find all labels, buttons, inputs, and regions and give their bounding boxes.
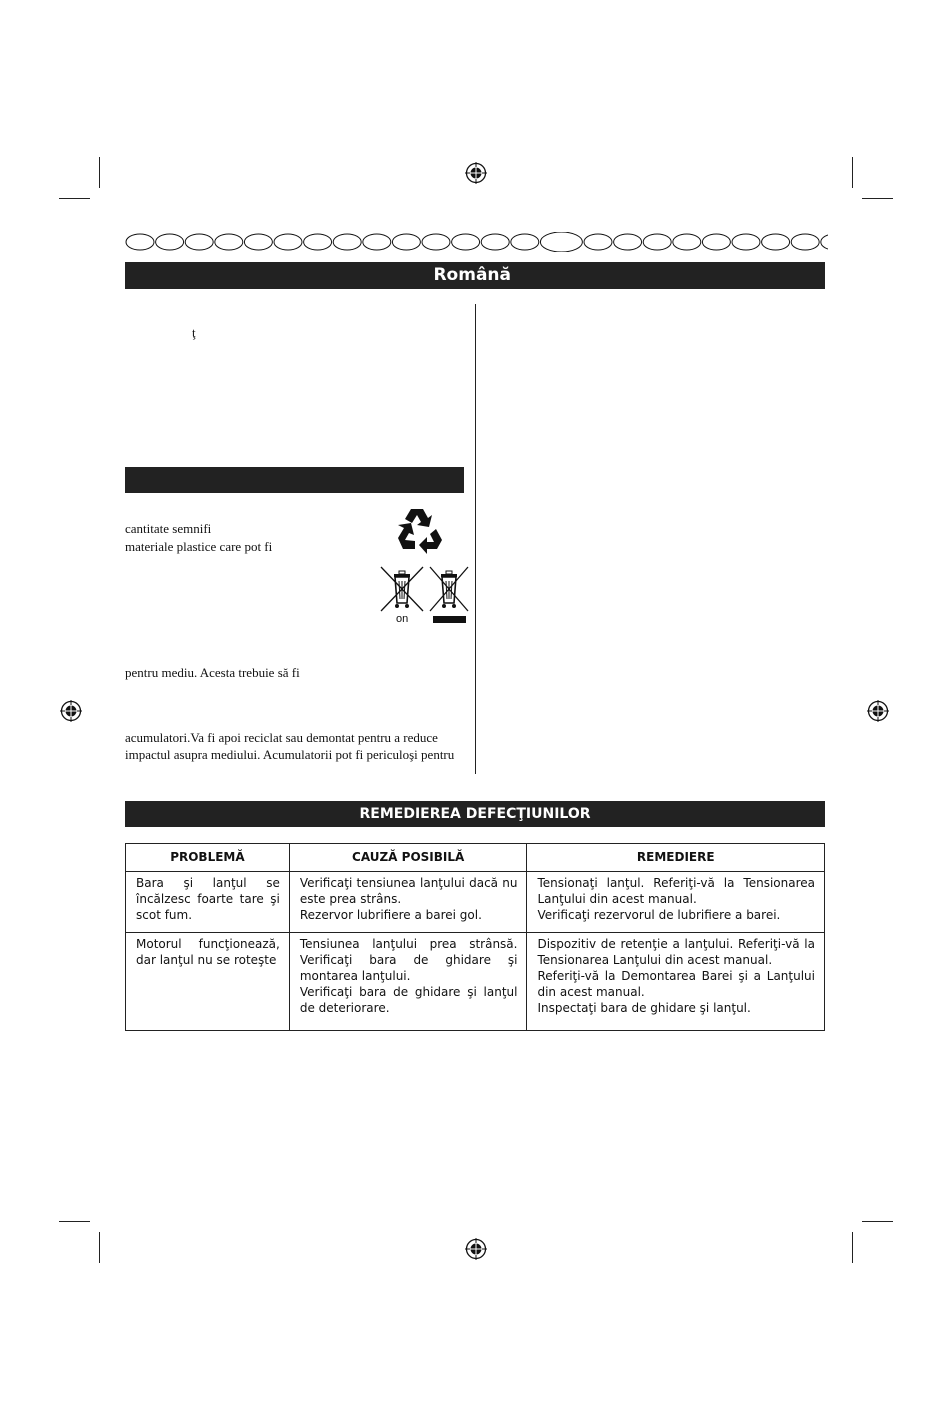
- language-tab: [452, 234, 480, 250]
- language-tab: [584, 234, 612, 250]
- language-tab: [762, 234, 790, 250]
- language-tab-row: [124, 232, 828, 252]
- language-tab: [643, 234, 671, 250]
- remedy-text: Dispozitiv de retenţie a lanţului. Referiţi-vă la Tensionarea Lanţului din acest manual.: [537, 937, 815, 967]
- cause-cell: [289, 933, 527, 1031]
- language-tab: [392, 234, 420, 250]
- stray-character: ţ: [192, 325, 196, 340]
- bin-label-bar: [433, 616, 466, 623]
- language-tab: [304, 234, 332, 250]
- language-tab: [614, 234, 642, 250]
- language-header-bar: [125, 262, 825, 289]
- remedy-text: Inspectaţi bara de ghidare şi lanţul.: [537, 1001, 751, 1015]
- problem-text: Bara şi lanţul se încălzesc foarte tare şi scot fum.: [136, 876, 280, 922]
- remedy-cell: [527, 933, 825, 1031]
- troubleshooting-table: [125, 843, 825, 1031]
- language-tab: [673, 234, 701, 250]
- cause-text: Tensiunea lanţului prea strânsă. Verificaţi bara de ghidare şi montarea lanţului.: [299, 937, 518, 983]
- language-tab: [185, 234, 213, 250]
- section-header-bar: [125, 467, 464, 493]
- language-tab: [702, 234, 730, 250]
- language-tab: [732, 234, 760, 250]
- language-tab: [274, 234, 302, 250]
- language-tab: [126, 234, 154, 250]
- battery-text-line: impactul asupra mediului. Acumulatorii pot fi periculoşi pentru: [125, 747, 455, 762]
- crossed-bin-icon: [379, 565, 425, 613]
- crop-mark: [99, 157, 100, 188]
- language-tab: [791, 234, 819, 250]
- column-divider: [475, 304, 476, 774]
- crop-mark: [852, 157, 853, 188]
- problem-cell: [126, 872, 290, 933]
- remedy-cell: [527, 872, 825, 933]
- language-tab: [511, 234, 539, 250]
- language-tab: [821, 234, 828, 250]
- cause-text: Rezervor lubrifiere a barei gol.: [299, 908, 482, 922]
- column-header-remedy: REMEDIERE: [527, 844, 825, 872]
- language-title: Română: [433, 265, 511, 285]
- problem-cell: [126, 933, 290, 1031]
- crop-mark: [59, 1221, 90, 1222]
- problem-text: Motorul funcţionează, dar lanţul nu se roteşte: [136, 937, 280, 967]
- registration-mark-icon: [465, 162, 487, 184]
- bin-label-on: on: [396, 613, 409, 625]
- crop-mark: [852, 1232, 853, 1263]
- cause-text: Verificaţi bara de ghidare şi lanţul de deteriorare.: [299, 985, 518, 1015]
- registration-mark-icon: [60, 700, 82, 722]
- environment-text-line: pentru mediu. Acesta trebuie să fi: [125, 665, 300, 680]
- language-tab: [363, 234, 391, 250]
- recycle-icon: [394, 505, 446, 555]
- battery-text-line: acumulatori.Va fi apoi reciclat sau demontat pentru a reduce: [125, 730, 438, 745]
- table-row: [126, 933, 825, 1031]
- registration-mark-icon: [867, 700, 889, 722]
- language-tab: [333, 234, 361, 250]
- troubleshooting-title-bar: [125, 801, 825, 827]
- crop-mark: [59, 198, 90, 199]
- remedy-text: Referiţi-vă la Demontarea Barei şi a Lanţului din acest manual.: [537, 969, 815, 999]
- cause-text: Verificaţi tensiunea lanţului dacă nu este prea strâns.: [299, 876, 518, 906]
- language-tab: [422, 234, 450, 250]
- troubleshooting-title: REMEDIEREA DEFECŢIUNILOR: [359, 806, 591, 822]
- language-tab: [244, 234, 272, 250]
- crop-mark: [862, 1221, 893, 1222]
- language-tab: [156, 234, 184, 250]
- recycling-text-line: cantitate semnifi: [125, 521, 212, 536]
- crop-mark: [862, 198, 893, 199]
- remedy-text: Verificaţi rezervorul de lubrifiere a barei.: [537, 908, 781, 922]
- recycling-text-line: materiale plastice care pot fi: [125, 539, 273, 554]
- cause-cell: [289, 872, 527, 933]
- column-header-problem: PROBLEMĂ: [126, 844, 290, 872]
- language-tab: [215, 234, 243, 250]
- table-header-row: [126, 844, 825, 872]
- crossed-bin-icon: [428, 565, 470, 613]
- crop-mark: [99, 1232, 100, 1263]
- registration-mark-icon: [465, 1238, 487, 1260]
- column-header-cause: CAUZĂ POSIBILĂ: [289, 844, 527, 872]
- table-row: [126, 872, 825, 933]
- remedy-text: Tensionaţi lanţul. Referiţi-vă la Tensionarea Lanţului din acest manual.: [537, 876, 815, 906]
- language-tab: [481, 234, 509, 250]
- language-tab-active: [540, 232, 582, 252]
